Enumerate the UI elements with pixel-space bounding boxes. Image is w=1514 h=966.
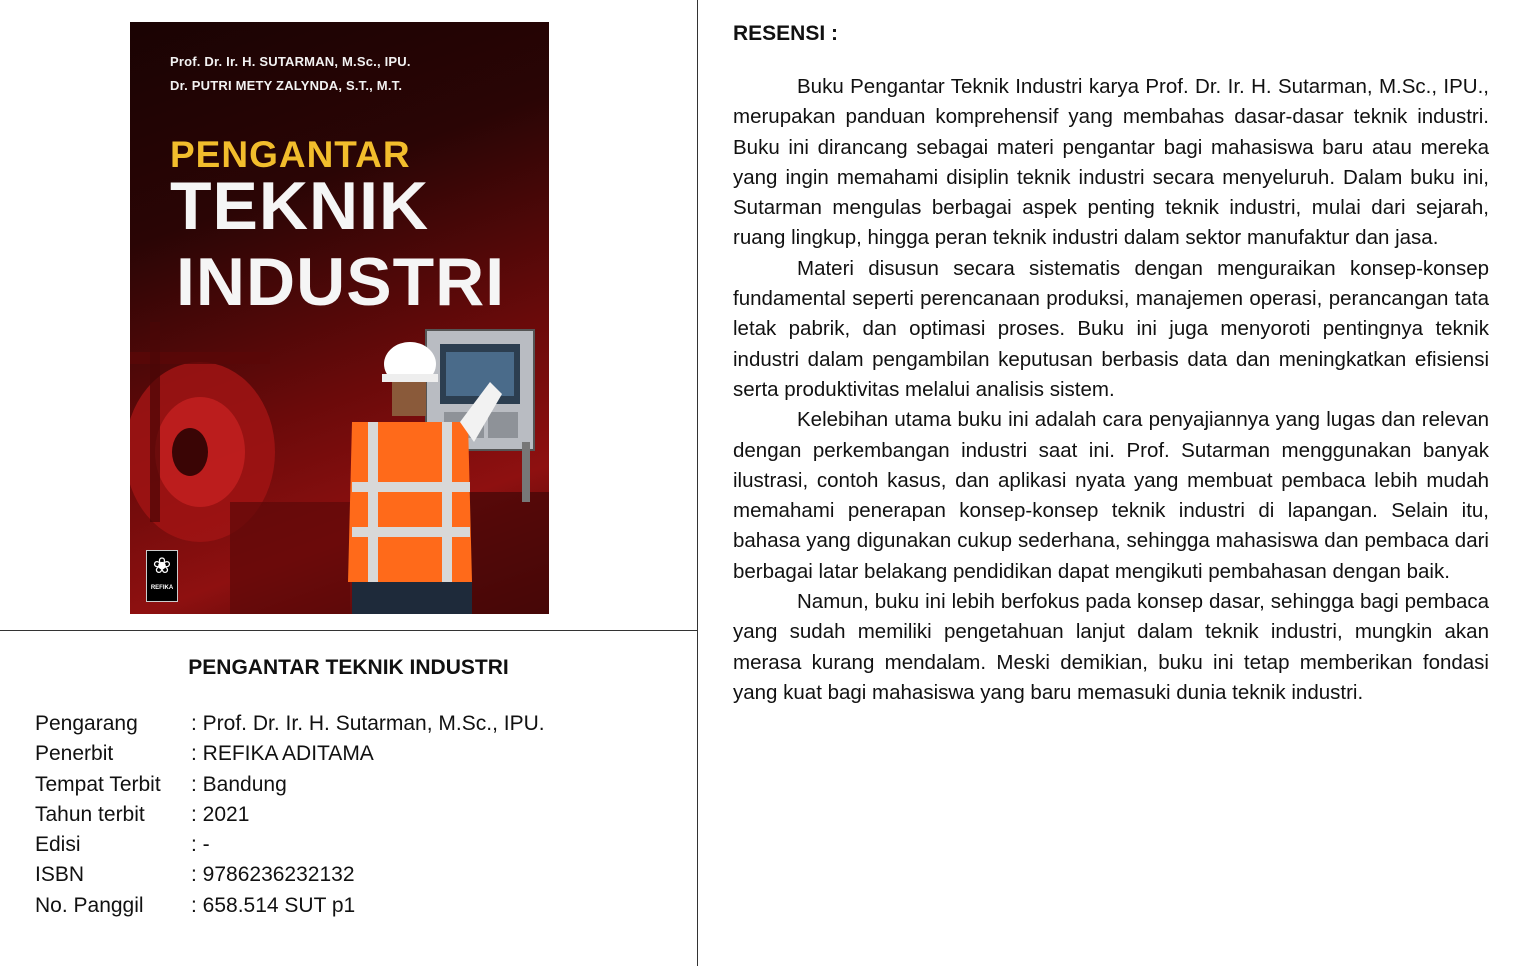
- book-details: [35, 709, 545, 921]
- section-divider: [0, 630, 698, 631]
- detail-row-tempat-terbit: [35, 770, 545, 800]
- publisher-logo: [146, 550, 178, 602]
- cover-title-industri: INDUSTRI: [176, 244, 506, 320]
- detail-label: No. Panggil: [35, 893, 144, 917]
- publisher-logo-text: REFIKA: [150, 585, 174, 591]
- detail-row-pengarang: [35, 709, 545, 739]
- cover-author-1: Prof. Dr. Ir. H. SUTARMAN, M.Sc., IPU.: [170, 54, 411, 69]
- detail-row-penerbit: [35, 739, 545, 769]
- cover-title-teknik: TEKNIK: [170, 168, 430, 244]
- detail-value: : Bandung: [191, 772, 287, 796]
- review-body: [733, 72, 1489, 708]
- book-title: PENGANTAR TEKNIK INDUSTRI: [188, 656, 509, 679]
- detail-value: : REFIKA ADITAMA: [191, 742, 374, 766]
- book-cover: [130, 22, 549, 614]
- review-paragraph: Kelebihan utama buku ini adalah cara penyajiannya yang lugas dan relevan dengan perkembangan industri saat ini. Prof. Sutarman menggunakan banyak ilustrasi, contoh kasus, dan aplikasi nyata yang membuat pembaca lebih mudah memahami penerapan konsep-konsep teknik industri di lapangan. Selain itu, bahasa yang digunakan cukup sederhana, sehingga mahasiswa dan pembaca dari berbagai latar belakang pendidikan dapat mengikuti pembahasan dengan baik.: [733, 408, 1489, 583]
- cover-title-pengantar: PENGANTAR: [170, 134, 411, 175]
- detail-value: : 2021: [191, 802, 250, 826]
- review-heading: RESENSI :: [733, 22, 839, 45]
- review-paragraph: Namun, buku ini lebih berfokus pada konsep dasar, sehingga bagi pembaca yang sudah memiliki pengetahuan lanjut dalam teknik industri, mungkin akan merasa kurang mendalam. Meski demikian, buku ini tetap memberikan fondasi yang kuat bagi mahasiswa yang baru memasuki dunia teknik industri.: [733, 590, 1489, 704]
- detail-label: Tempat Terbit: [35, 772, 161, 796]
- detail-label: Pengarang: [35, 712, 138, 735]
- detail-label: Penerbit: [35, 742, 114, 766]
- detail-label: Tahun terbit: [35, 802, 145, 826]
- cover-author-2: Dr. PUTRI METY ZALYNDA, S.T., M.T.: [170, 78, 403, 93]
- review-paragraph: Materi disusun secara sistematis dengan menguraikan konsep-konsep fundamental seperti perencanaan produksi, manajemen operasi, perancangan tata letak pabrik, dan optimasi proses. Buku ini juga menyoroti pentingnya teknik industri dalam pengambilan keputusan berbasis data dan meningkatkan efisiensi serta produktivitas melalui analisis sistem.: [733, 256, 1489, 401]
- column-divider: [697, 0, 698, 966]
- detail-row-tahun-terbit: [35, 800, 545, 830]
- detail-value: : 9786236232132: [191, 863, 355, 887]
- refika-logo-icon: ❀: [152, 553, 172, 578]
- detail-row-edisi: [35, 830, 545, 860]
- detail-value: : -: [191, 833, 210, 857]
- detail-label: Edisi: [35, 833, 81, 857]
- detail-value: : 658.514 SUT p1: [191, 893, 356, 917]
- detail-row-isbn: [35, 860, 545, 890]
- review-paragraph: Buku Pengantar Teknik Industri karya Prof. Dr. Ir. H. Sutarman, M.Sc., IPU., merupakan panduan komprehensif yang membahas dasar-dasar teknik industri. Buku ini dirancang sebagai materi pengantar bagi mahasiswa baru atau mereka yang ingin memahami disiplin teknik industri secara menyeluruh. Dalam buku ini, Sutarman mengulas berbagai aspek penting teknik industri, mulai dari sejarah, ruang lingkup, hingga peran teknik industri dalam sektor manufaktur dan jasa.: [733, 75, 1489, 250]
- detail-row-no-panggil: [35, 891, 545, 921]
- detail-value: : Prof. Dr. Ir. H. Sutarman, M.Sc., IPU.: [191, 712, 545, 735]
- detail-label: ISBN: [35, 863, 85, 887]
